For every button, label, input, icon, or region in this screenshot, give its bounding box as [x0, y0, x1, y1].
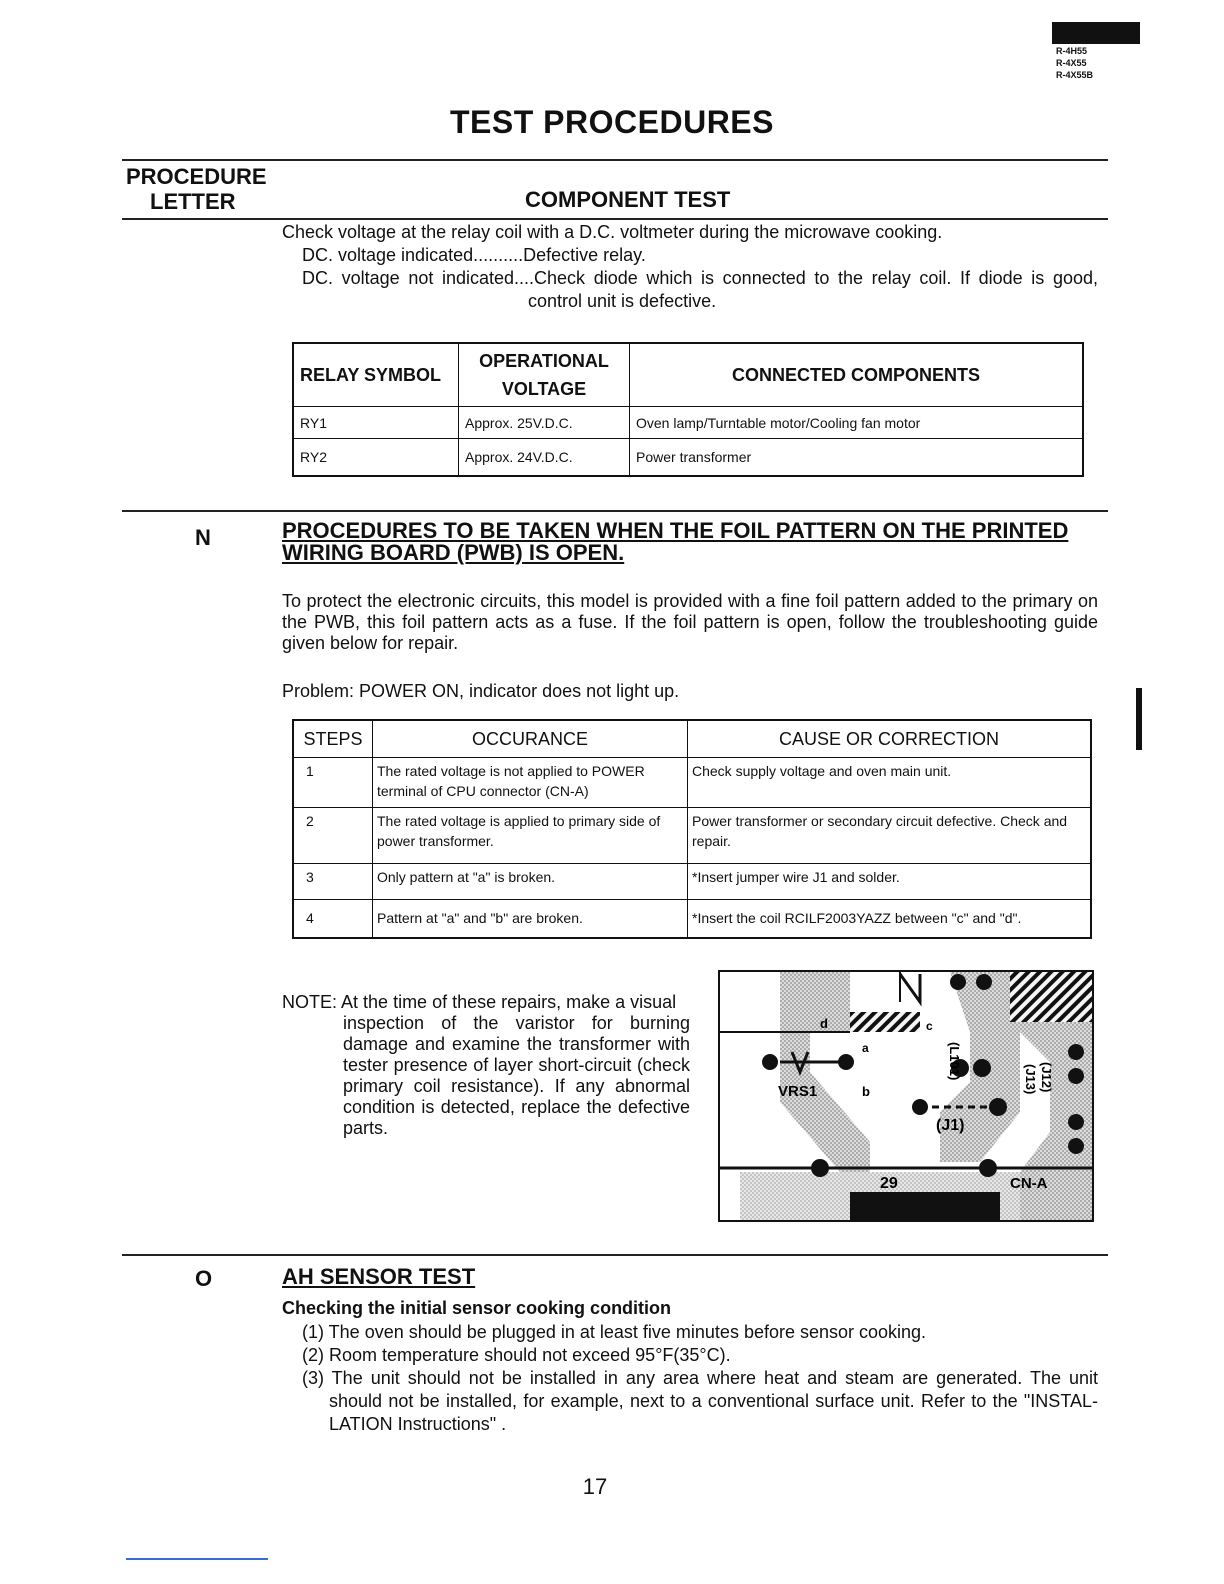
sensor-item-3-line3: LATION Instructions" .: [329, 1414, 507, 1434]
operational-voltage-header: [459, 343, 630, 407]
step-number: 3: [293, 864, 373, 900]
label-cn-a: CN-A: [1010, 1175, 1048, 1192]
connector-body: [850, 1192, 1000, 1220]
section-n-heading-line1: PROCEDURES TO BE TAKEN WHEN THE FOIL PATTERN ON THE PRINTED: [282, 518, 1069, 543]
relay-symbol-header: RELAY SYMBOL: [293, 343, 459, 407]
model-code: R-4H55: [1056, 46, 1088, 56]
solder-pad: [838, 1054, 854, 1070]
solder-pad: [1068, 1138, 1084, 1154]
note-rest: inspection of the varistor for burning damage and examine the transformer with tester presence of layer short-circuit (check primary coil resistance). If any abnormal condition is detected, replace the defective parts.: [343, 1013, 690, 1138]
step-number: 2: [293, 808, 373, 864]
pwb-diagram-svg: [720, 972, 1092, 1220]
correction-cell: *Insert the coil RCILF2003YAZZ between "c" and "d".: [688, 900, 1092, 938]
label-b: b: [862, 1084, 870, 1099]
model-codes: [1056, 45, 1093, 81]
relay-result-not-indicated: DC. voltage not indicated....Check diode which is connected to the relay coil. If diode is good,: [302, 268, 1098, 288]
solder-pad: [973, 1059, 991, 1077]
components-cell: Power transformer: [630, 439, 1084, 477]
step-number: 1: [293, 758, 373, 808]
model-block-bar: [1052, 22, 1140, 44]
solder-pad: [912, 1099, 928, 1115]
coil-l101-body: [850, 1012, 920, 1032]
table-row: [293, 900, 1091, 938]
divider: [122, 510, 1108, 512]
solder-pad: [976, 974, 992, 990]
note-first-line: [282, 992, 690, 1013]
sensor-subheading: Checking the initial sensor cooking condition: [282, 1298, 672, 1318]
procedure-label: PROCEDURE: [126, 164, 267, 189]
occurance-cell: The rated voltage is applied to primary side of power transformer.: [373, 808, 688, 864]
solder-pad: [762, 1054, 778, 1070]
label-vrs1: VRS1: [778, 1083, 818, 1100]
label-29: 29: [880, 1175, 898, 1192]
section-n-heading-line2: WIRING BOARD (PWB) IS OPEN.: [282, 540, 625, 565]
troubleshooting-table: [292, 719, 1092, 939]
correction-cell: Check supply voltage and oven main unit.: [688, 758, 1092, 808]
foil-pattern-paragraph: To protect the electronic circuits, this model is provided with a fine foil pattern added to the primary on the PWB, this foil pattern acts as a fuse. If the foil pattern is open, follow the troubleshooting guide given below for repair.: [282, 591, 1098, 653]
correction-cell: *Insert jumper wire J1 and solder.: [688, 864, 1092, 900]
label-c: c: [926, 1019, 933, 1033]
label-a: a: [862, 1041, 869, 1055]
note-first-text: At the time of these repairs, make a visual: [341, 992, 677, 1012]
problem-statement: Problem: POWER ON, indicator does not light up.: [282, 681, 680, 701]
table-row: [293, 407, 1083, 439]
sensor-item-1: (1) The oven should be plugged in at least five minutes before sensor cooking.: [302, 1322, 927, 1342]
edge-mark: [1136, 688, 1142, 750]
component-test-heading: COMPONENT TEST: [525, 187, 731, 212]
model-code: R-4X55: [1056, 58, 1087, 68]
solder-pad: [1068, 1114, 1084, 1130]
table-row: [293, 439, 1083, 477]
repair-note: [282, 992, 690, 1139]
table-row: [293, 808, 1091, 864]
procedure-letter-heading: [126, 164, 267, 214]
solder-pad: [989, 1098, 1007, 1116]
solder-pad: [1068, 1044, 1084, 1060]
solder-pad: [811, 1159, 829, 1177]
divider: [122, 1254, 1108, 1256]
label-l101: (L101): [947, 1042, 962, 1081]
solder-pad: [1068, 1068, 1084, 1084]
hatched-component: [1010, 972, 1092, 1022]
section-letter-n: N: [195, 525, 211, 550]
divider: [122, 218, 1108, 220]
relay-symbol-cell: RY2: [293, 439, 459, 477]
occurance-header: OCCURANCE: [373, 720, 688, 758]
table-row: [293, 758, 1091, 808]
occurance-cell: The rated voltage is not applied to POWER terminal of CPU connector (CN-A): [373, 758, 688, 808]
ah-sensor-test-heading: AH SENSOR TEST: [282, 1264, 476, 1289]
sensor-item-2: (2) Room temperature should not exceed 95°F(35°C).: [302, 1345, 731, 1365]
cause-correction-header: CAUSE OR CORRECTION: [688, 720, 1092, 758]
relay-symbol-cell: RY1: [293, 407, 459, 439]
step-number: 4: [293, 900, 373, 938]
model-code: R-4X55B: [1056, 70, 1094, 80]
footer-rule: [126, 1558, 268, 1560]
pwb-foil-pattern-diagram: [718, 970, 1094, 1222]
section-letter-o: O: [195, 1266, 213, 1291]
divider: [122, 159, 1108, 161]
connected-components-header: CONNECTED COMPONENTS: [630, 343, 1084, 407]
voltage-cell: Approx. 25V.D.C.: [459, 407, 630, 439]
table-row: [293, 864, 1091, 900]
copper-trace: [780, 972, 870, 1172]
label-d: d: [820, 1016, 828, 1031]
voltage-cell: Approx. 24V.D.C.: [459, 439, 630, 477]
label-j13: (J13): [1023, 1064, 1038, 1095]
relay-table: [292, 342, 1084, 477]
note-label: NOTE:: [282, 992, 338, 1012]
components-cell: Oven lamp/Turntable motor/Cooling fan motor: [630, 407, 1084, 439]
letter-label: LETTER: [150, 189, 236, 214]
relay-instruction: Check voltage at the relay coil with a D.C. voltmeter during the microwave cooking.: [282, 222, 943, 242]
relay-result-continued: control unit is defective.: [528, 291, 717, 311]
occurance-cell: Pattern at "a" and "b" are broken.: [373, 900, 688, 938]
operational-label: OPERATIONAL: [479, 351, 609, 371]
label-j1: (J1): [936, 1117, 965, 1134]
correction-cell: Power transformer or secondary circuit defective. Check and repair.: [688, 808, 1092, 864]
relay-result-indicated: DC. voltage indicated..........Defective relay.: [302, 245, 646, 265]
occurance-cell: Only pattern at "a" is broken.: [373, 864, 688, 900]
solder-pad: [950, 974, 966, 990]
label-j12: (J12): [1039, 1062, 1054, 1093]
voltage-label: VOLTAGE: [501, 379, 587, 399]
page-title: TEST PROCEDURES: [450, 104, 774, 140]
jumper-symbol: [900, 974, 920, 1002]
table-header-row: [293, 720, 1091, 758]
solder-pad: [979, 1159, 997, 1177]
steps-header: STEPS: [293, 720, 373, 758]
sensor-item-3-line2: should not be installed, for example, next to a conventional surface unit. Refer to the "INSTAL-: [329, 1391, 1098, 1411]
sensor-item-3-line1: (3) The unit should not be installed in any area where heat and steam are generated. The unit: [302, 1368, 1098, 1388]
table-header-row: [293, 343, 1083, 407]
page-number: 17: [582, 1474, 608, 1499]
